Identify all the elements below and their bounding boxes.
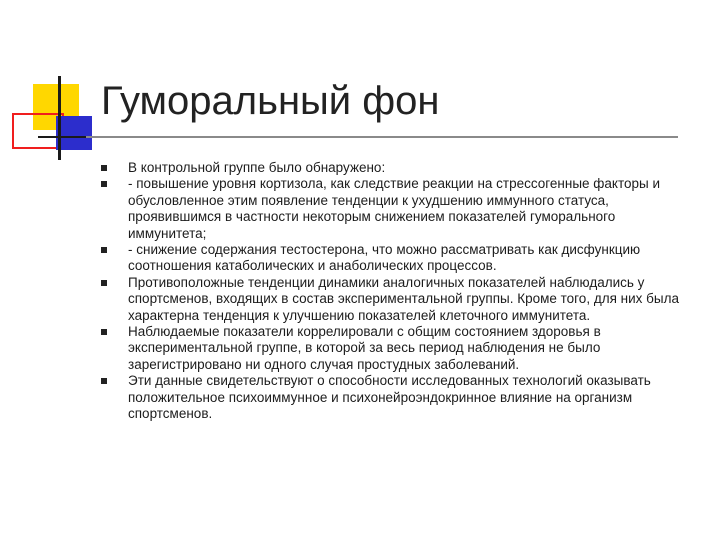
- bullet-list: [101, 160, 693, 423]
- bullet-item: [101, 373, 693, 422]
- slide-title: Гуморальный фон: [101, 79, 440, 123]
- bullet-text: В контрольной группе было обнаружено:: [128, 160, 386, 175]
- decor-vertical-line: [58, 76, 61, 160]
- bullet-item: [101, 242, 693, 275]
- bullet-text: - снижение содержания тестостерона, что можно рассматривать как дисфункцию соотношения катаболических и анаболических процессов.: [128, 242, 641, 274]
- bullet-text: Противоположные тенденции динамики аналогичных показателей наблюдались у спортсменов, входящих в состав экспериментальной группы. Кроме того, для них была характерна тенденция к улучшению показателей клеточного иммунитета.: [128, 274, 679, 323]
- title-underline: [38, 136, 678, 138]
- bullet-text: - повышение уровня кортизола, как следствие реакции на стрессогенные факторы и обусловленное этим появление тенденции к ухудшению иммунного статуса, проявившимся в частности некоторым снижением показателей гуморального иммунитета;: [128, 176, 661, 241]
- bullet-text: Наблюдаемые показатели коррелировали с общим состоянием здоровья в экспериментальной группе, в которой за весь период наблюдения не было зарегистрировано ни одного случая простудных заболеваний.: [128, 324, 601, 372]
- bullet-item: [101, 176, 693, 242]
- square-bullet-icon: [101, 165, 107, 171]
- square-bullet-icon: [101, 247, 107, 253]
- bullet-item: [101, 324, 693, 373]
- square-bullet-icon: [101, 181, 107, 187]
- square-bullet-icon: [101, 378, 107, 384]
- square-bullet-icon: [101, 280, 107, 286]
- bullet-item: [101, 275, 693, 324]
- decor-blue-square: [56, 116, 92, 150]
- square-bullet-icon: [101, 329, 107, 335]
- bullet-text: Эти данные свидетельствуют о способности исследованных технологий оказывать положительное психоиммунное и психонейроэндокринное влияние на организм спортсменов.: [128, 373, 651, 422]
- title-underline-accent: [38, 136, 86, 138]
- bullet-item: [101, 160, 693, 176]
